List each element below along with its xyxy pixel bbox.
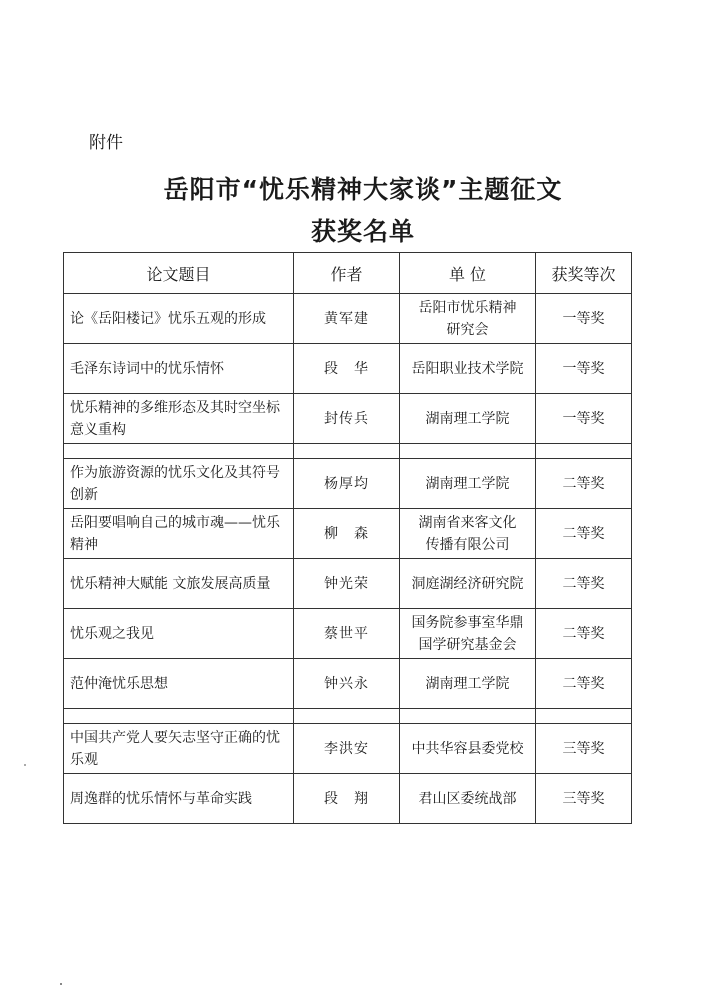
table-row: [64, 609, 632, 659]
cell-title: 毛泽东诗词中的忧乐情怀: [64, 344, 294, 394]
document-subtitle: 获奖名单: [310, 217, 415, 246]
cell-award: 一等奖: [536, 394, 632, 444]
cell-unit: 君山区委统战部: [400, 774, 536, 824]
cell-unit: [400, 509, 536, 559]
scan-speck: [24, 764, 26, 766]
cell-award: 二等奖: [536, 609, 632, 659]
table-row: [64, 559, 632, 609]
header-unit: 单 位: [400, 253, 536, 294]
header-author: 作者: [294, 253, 400, 294]
table-row: [64, 294, 632, 344]
unit-line: 传播有限公司: [425, 536, 510, 553]
cell-author: 柳 森: [294, 509, 400, 559]
header-award: 获奖等次: [536, 253, 632, 294]
cell-unit: [400, 609, 536, 659]
cell-author: 杨厚均: [294, 459, 400, 509]
cell-author: 钟兴永: [294, 659, 400, 709]
table-row: [64, 344, 632, 394]
table-spacer-row: [64, 709, 632, 724]
cell-award: 一等奖: [536, 344, 632, 394]
cell-author: 钟光荣: [294, 559, 400, 609]
unit-line: 国务院参事室华鼎: [411, 614, 524, 631]
cell-title: 作为旅游资源的忧乐文化及其符号创新: [64, 459, 294, 509]
cell-author: 封传兵: [294, 394, 400, 444]
cell-award: 二等奖: [536, 459, 632, 509]
cell-author: 段 翔: [294, 774, 400, 824]
cell-unit: 洞庭湖经济研究院: [400, 559, 536, 609]
document-title: 岳阳市“忧乐精神大家谈”主题征文: [163, 175, 563, 204]
unit-line: 湖南省来客文化: [418, 514, 517, 531]
cell-author: 蔡世平: [294, 609, 400, 659]
cell-title: 岳阳要唱响自己的城市魂——忧乐精神: [64, 509, 294, 559]
cell-title: 忧乐精神的多维形态及其时空坐标意义重构: [64, 394, 294, 444]
unit-line: 国学研究基金会: [418, 636, 517, 653]
cell-author: 黄军建: [294, 294, 400, 344]
table-row: [64, 509, 632, 559]
cell-unit: 岳阳职业技术学院: [400, 344, 536, 394]
cell-title: 忧乐观之我见: [64, 609, 294, 659]
unit-line: 岳阳市忧乐精神: [418, 299, 517, 316]
cell-author: 段 华: [294, 344, 400, 394]
cell-award: 二等奖: [536, 509, 632, 559]
scan-speck: [60, 983, 62, 985]
cell-title: 中国共产党人要矢志坚守正确的忧乐观: [64, 724, 294, 774]
unit-line: 研究会: [446, 321, 489, 338]
table-row: [64, 394, 632, 444]
cell-award: 三等奖: [536, 774, 632, 824]
cell-unit: [400, 294, 536, 344]
cell-award: 一等奖: [536, 294, 632, 344]
table-row: [64, 724, 632, 774]
awards-table: [63, 252, 632, 824]
cell-unit: 中共华容县委党校: [400, 724, 536, 774]
cell-award: 二等奖: [536, 559, 632, 609]
cell-title: 忧乐精神大赋能 文旅发展高质量: [64, 559, 294, 609]
cell-award: 三等奖: [536, 724, 632, 774]
cell-unit: 湖南理工学院: [400, 394, 536, 444]
attachment-label: 附件: [89, 133, 123, 153]
cell-unit: 湖南理工学院: [400, 659, 536, 709]
table-row: [64, 459, 632, 509]
cell-title: 范仲淹忧乐思想: [64, 659, 294, 709]
cell-author: 李洪安: [294, 724, 400, 774]
cell-title: 论《岳阳楼记》忧乐五观的形成: [64, 294, 294, 344]
cell-title: 周逸群的忧乐情怀与革命实践: [64, 774, 294, 824]
table-header-row: [64, 253, 632, 294]
cell-award: 二等奖: [536, 659, 632, 709]
cell-unit: 湖南理工学院: [400, 459, 536, 509]
table-spacer-row: [64, 444, 632, 459]
table-row: [64, 774, 632, 824]
header-title: 论文题目: [64, 253, 294, 294]
table-row: [64, 659, 632, 709]
